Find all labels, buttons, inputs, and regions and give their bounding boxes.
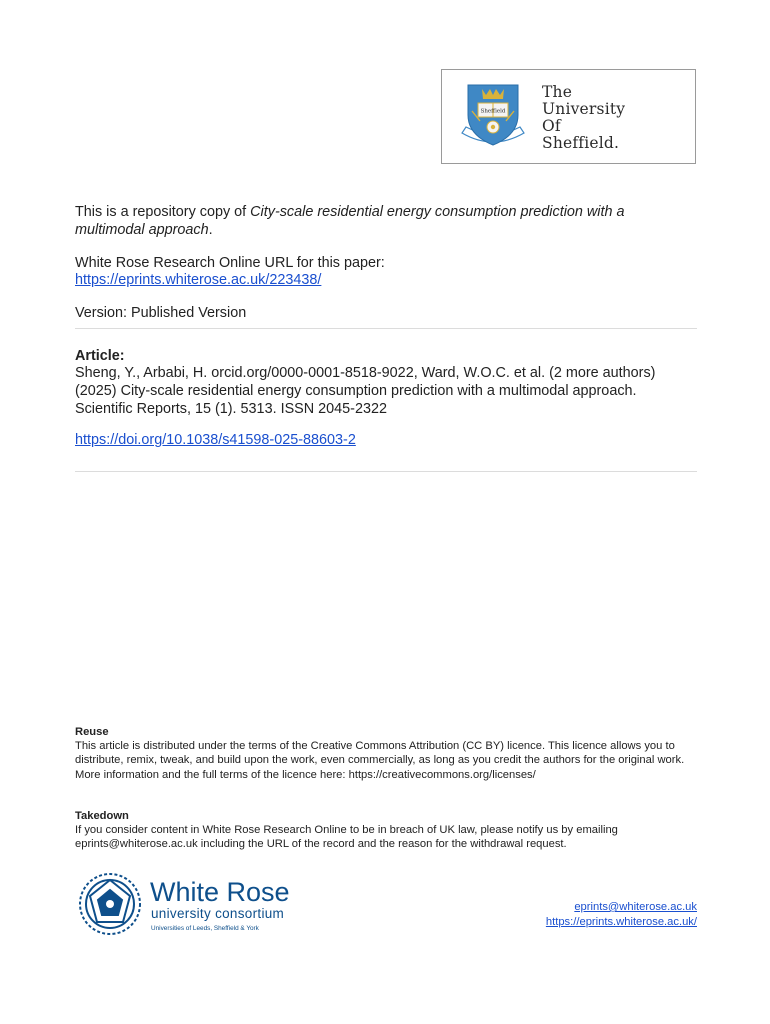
takedown-text: If you consider content in White Rose Research Online to be in breach of UK law, please notify us by emailing eprints@whiterose.ac.uk including the URL of the record and the reason for the withdrawal request. [75, 824, 618, 851]
takedown-section [75, 809, 697, 852]
reuse-heading: Reuse [75, 726, 109, 738]
university-name-line: The [542, 83, 573, 101]
doi-link[interactable]: https://doi.org/10.1038/s41598-025-88603-2 [75, 432, 356, 448]
intro-suffix: . [208, 222, 213, 238]
university-crest-icon [458, 81, 528, 151]
white-rose-tagline: Universities of Leeds, Sheffield & York [151, 925, 259, 932]
contact-site-link[interactable]: https://eprints.whiterose.ac.uk/ [545, 915, 697, 928]
intro-prefix: This is a repository copy of [75, 204, 251, 220]
reuse-section [75, 725, 697, 782]
crest-label: Sheffield [480, 108, 506, 115]
url-row [75, 271, 697, 289]
university-logo [441, 69, 696, 164]
contact-email-link[interactable]: eprints@whiterose.ac.uk [574, 901, 697, 913]
contact-block [546, 900, 697, 929]
url-label: White Rose Research Online URL for this paper: [75, 255, 385, 271]
reuse-text: This article is distributed under the terms of the Creative Commons Attribution (CC BY) licence. This licence allows you to distribute, remix, tweak, and build upon the work, even commercially, as long as you credit the authors for the original work. More information and the full terms of the licence here: https://creativecommons.org/licenses/ [75, 740, 685, 781]
paper-title: City-scale residential energy consumption prediction with a multimodal approach [75, 204, 625, 238]
white-rose-emblem-icon [74, 868, 304, 940]
doi-row [75, 431, 697, 449]
divider [75, 471, 697, 472]
article-citation: Sheng, Y., Arbabi, H. orcid.org/0000-0001-8518-9022, Ward, W.O.C. et al. (2 more authors) (2025) City-scale residential energy consumption prediction with a multimodal approach. Scientific Reports, 15 (1). 5313. ISSN 2045-2322 [75, 365, 656, 417]
university-name-line: Of [542, 117, 561, 135]
university-name [542, 84, 625, 152]
university-name-line: University [542, 100, 626, 118]
white-rose-title: White Rose [150, 877, 290, 907]
version-text: Version: Published Version [75, 305, 247, 321]
white-rose-logo [74, 868, 304, 940]
takedown-heading: Takedown [75, 810, 129, 822]
white-rose-subtitle: university consortium [151, 906, 285, 921]
article-heading: Article: [75, 348, 125, 364]
repository-intro [75, 203, 697, 239]
paper-url-link[interactable]: https://eprints.whiterose.ac.uk/223438/ [75, 272, 322, 288]
university-name-line: Sheffield. [542, 134, 620, 152]
divider [75, 328, 697, 329]
